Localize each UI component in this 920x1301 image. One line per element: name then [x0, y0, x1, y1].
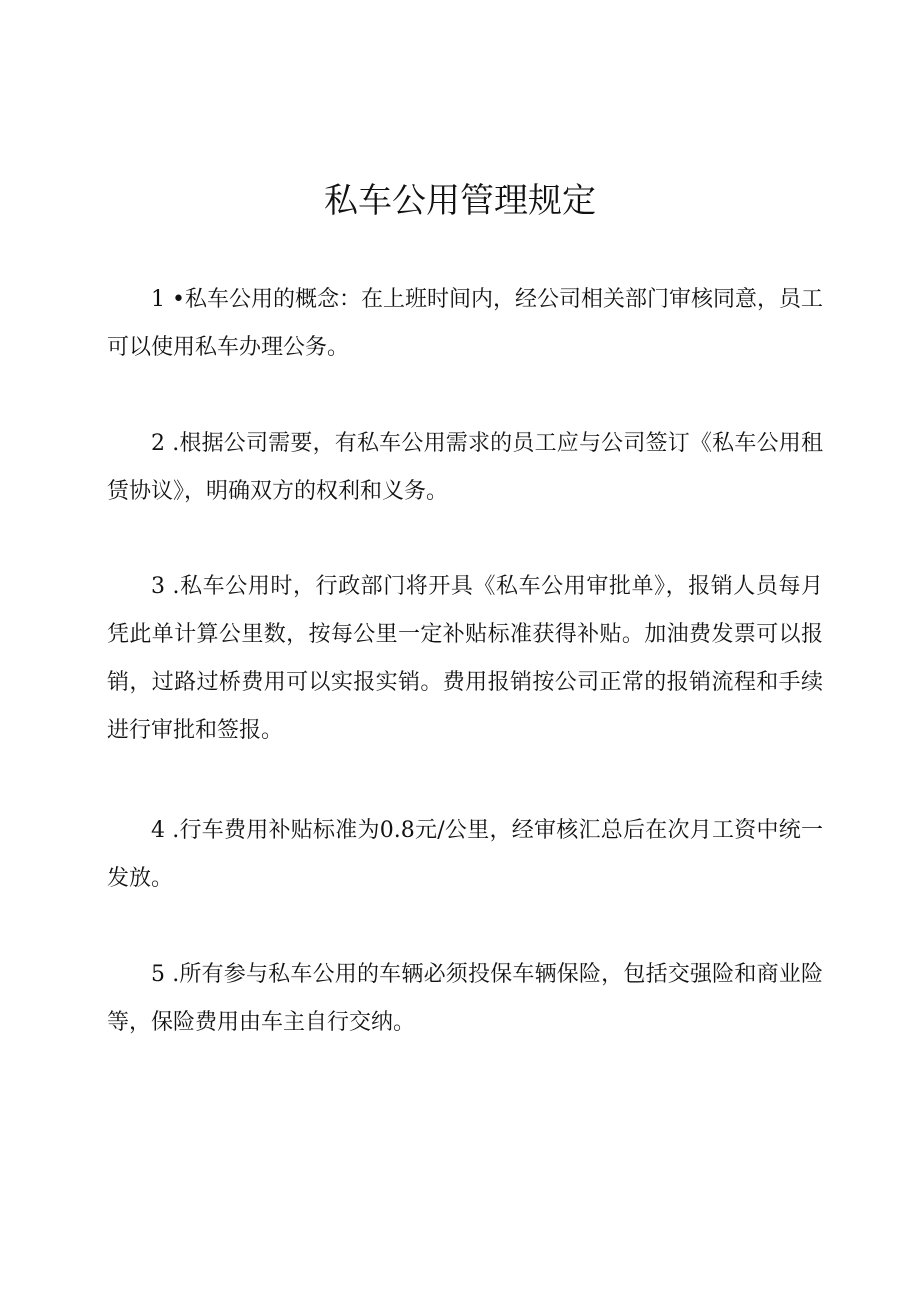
paragraph-5: 5 .所有参与私车公用的车辆必须投保车辆保险，包括交强险和商业险等，保险费用由车主自行交纳。 — [107, 962, 823, 1035]
document-title: 私车公用管理规定 — [324, 181, 596, 221]
paragraph-4: 4 .行车费用补贴标准为0.8元/公里，经审核汇总后在次月工资中统一发放。 — [107, 818, 823, 891]
paragraph-3: 3 .私车公用时，行政部门将开具《私车公用审批单》，报销人员每月凭此单计算公里数，按每公里一定补贴标准获得补贴。加油费发票可以报销，过路过桥费用可以实报实销。费用报销按公司正常的报销流程和手续进行审批和签报。 — [107, 574, 823, 743]
paragraph-2: 2 .根据公司需要，有私车公用需求的员工应与公司签订《私车公用租赁协议》，明确双方的权利和义务。 — [107, 431, 823, 504]
paragraph-1: 1 •私车公用的概念：在上班时间内，经公司相关部门审核同意，员工可以使用私车办理公务。 — [107, 287, 823, 360]
